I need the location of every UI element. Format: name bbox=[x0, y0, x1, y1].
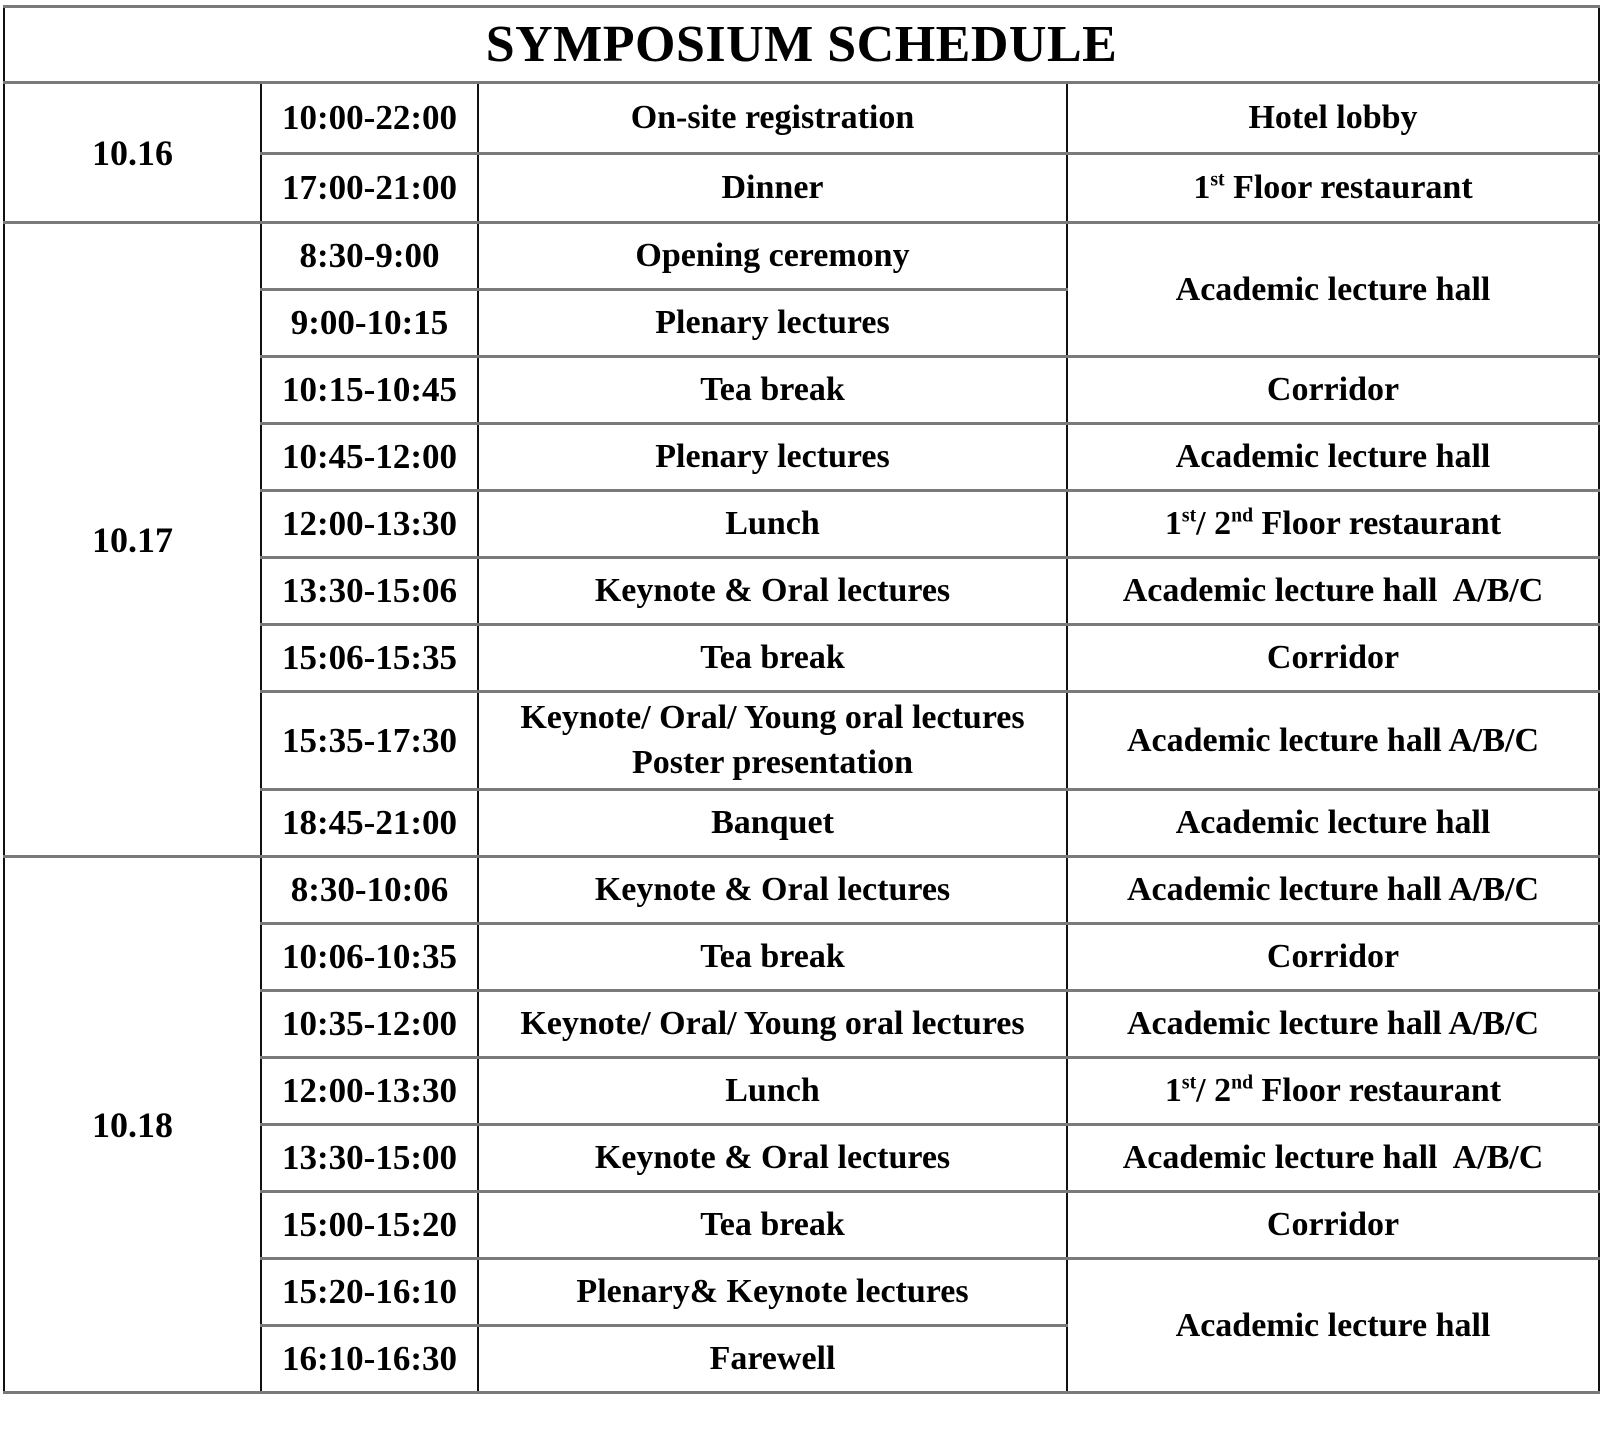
date-cell: 10.17 bbox=[4, 223, 261, 857]
event-cell: Farewell bbox=[478, 1326, 1067, 1393]
event-cell: Tea break bbox=[478, 924, 1067, 991]
title-row bbox=[4, 7, 1599, 83]
location-cell: Academic lecture hall A/B/C bbox=[1067, 1125, 1599, 1192]
date-cell: 10.16 bbox=[4, 83, 261, 223]
time-cell: 9:00-10:15 bbox=[261, 290, 478, 357]
time-cell: 10:35-12:00 bbox=[261, 991, 478, 1058]
event-cell: Banquet bbox=[478, 790, 1067, 857]
location-cell: 1st/ 2nd Floor restaurant bbox=[1067, 491, 1599, 558]
location-cell: Corridor bbox=[1067, 924, 1599, 991]
time-cell: 13:30-15:00 bbox=[261, 1125, 478, 1192]
location-cell: 1st Floor restaurant bbox=[1067, 154, 1599, 223]
date-cell: 10.18 bbox=[4, 857, 261, 1393]
event-cell: Keynote & Oral lectures bbox=[478, 558, 1067, 625]
time-cell: 12:00-13:30 bbox=[261, 491, 478, 558]
location-cell: Academic lecture hall A/B/C bbox=[1067, 857, 1599, 924]
event-cell: Plenary lectures bbox=[478, 290, 1067, 357]
time-cell: 15:35-17:30 bbox=[261, 692, 478, 790]
event-cell: Tea break bbox=[478, 625, 1067, 692]
time-cell: 16:10-16:30 bbox=[261, 1326, 478, 1393]
location-cell: Academic lecture hall A/B/C bbox=[1067, 991, 1599, 1058]
location-cell: Academic lecture hall A/B/C bbox=[1067, 692, 1599, 790]
event-cell: Keynote & Oral lectures bbox=[478, 857, 1067, 924]
event-line-1: Keynote/ Oral/ Young oral lectures bbox=[520, 698, 1025, 736]
location-cell: Corridor bbox=[1067, 1192, 1599, 1259]
time-cell: 12:00-13:30 bbox=[261, 1058, 478, 1125]
table-row bbox=[4, 857, 1599, 924]
time-cell: 15:20-16:10 bbox=[261, 1259, 478, 1326]
event-cell: Opening ceremony bbox=[478, 223, 1067, 290]
time-cell: 10:15-10:45 bbox=[261, 357, 478, 424]
location-cell: 1st/ 2nd Floor restaurant bbox=[1067, 1058, 1599, 1125]
table-row bbox=[4, 223, 1599, 290]
time-cell: 10:45-12:00 bbox=[261, 424, 478, 491]
location-cell: Academic lecture hall bbox=[1067, 1259, 1599, 1393]
event-cell bbox=[478, 692, 1067, 790]
time-cell: 18:45-21:00 bbox=[261, 790, 478, 857]
time-cell: 13:30-15:06 bbox=[261, 558, 478, 625]
location-cell: Corridor bbox=[1067, 625, 1599, 692]
schedule-title: SYMPOSIUM SCHEDULE bbox=[4, 7, 1599, 83]
time-cell: 8:30-10:06 bbox=[261, 857, 478, 924]
event-cell: Keynote/ Oral/ Young oral lectures bbox=[478, 991, 1067, 1058]
time-cell: 15:06-15:35 bbox=[261, 625, 478, 692]
event-cell: Dinner bbox=[478, 154, 1067, 223]
event-cell: Lunch bbox=[478, 491, 1067, 558]
event-cell: Plenary lectures bbox=[478, 424, 1067, 491]
event-cell: Tea break bbox=[478, 1192, 1067, 1259]
location-cell: Academic lecture hall bbox=[1067, 223, 1599, 357]
location-cell: Academic lecture hall bbox=[1067, 424, 1599, 491]
event-cell: Plenary& Keynote lectures bbox=[478, 1259, 1067, 1326]
event-cell: Lunch bbox=[478, 1058, 1067, 1125]
time-cell: 17:00-21:00 bbox=[261, 154, 478, 223]
event-cell: Keynote & Oral lectures bbox=[478, 1125, 1067, 1192]
location-cell: Academic lecture hall bbox=[1067, 790, 1599, 857]
time-cell: 15:00-15:20 bbox=[261, 1192, 478, 1259]
time-cell: 10:06-10:35 bbox=[261, 924, 478, 991]
time-cell: 8:30-9:00 bbox=[261, 223, 478, 290]
location-cell: Academic lecture hall A/B/C bbox=[1067, 558, 1599, 625]
location-cell: Corridor bbox=[1067, 357, 1599, 424]
event-cell: On-site registration bbox=[478, 83, 1067, 154]
table-row bbox=[4, 83, 1599, 154]
event-line-2: Poster presentation bbox=[631, 743, 914, 781]
symposium-schedule-table bbox=[3, 5, 1600, 1394]
time-cell: 10:00-22:00 bbox=[261, 83, 478, 154]
location-cell: Hotel lobby bbox=[1067, 83, 1599, 154]
event-cell: Tea break bbox=[478, 357, 1067, 424]
